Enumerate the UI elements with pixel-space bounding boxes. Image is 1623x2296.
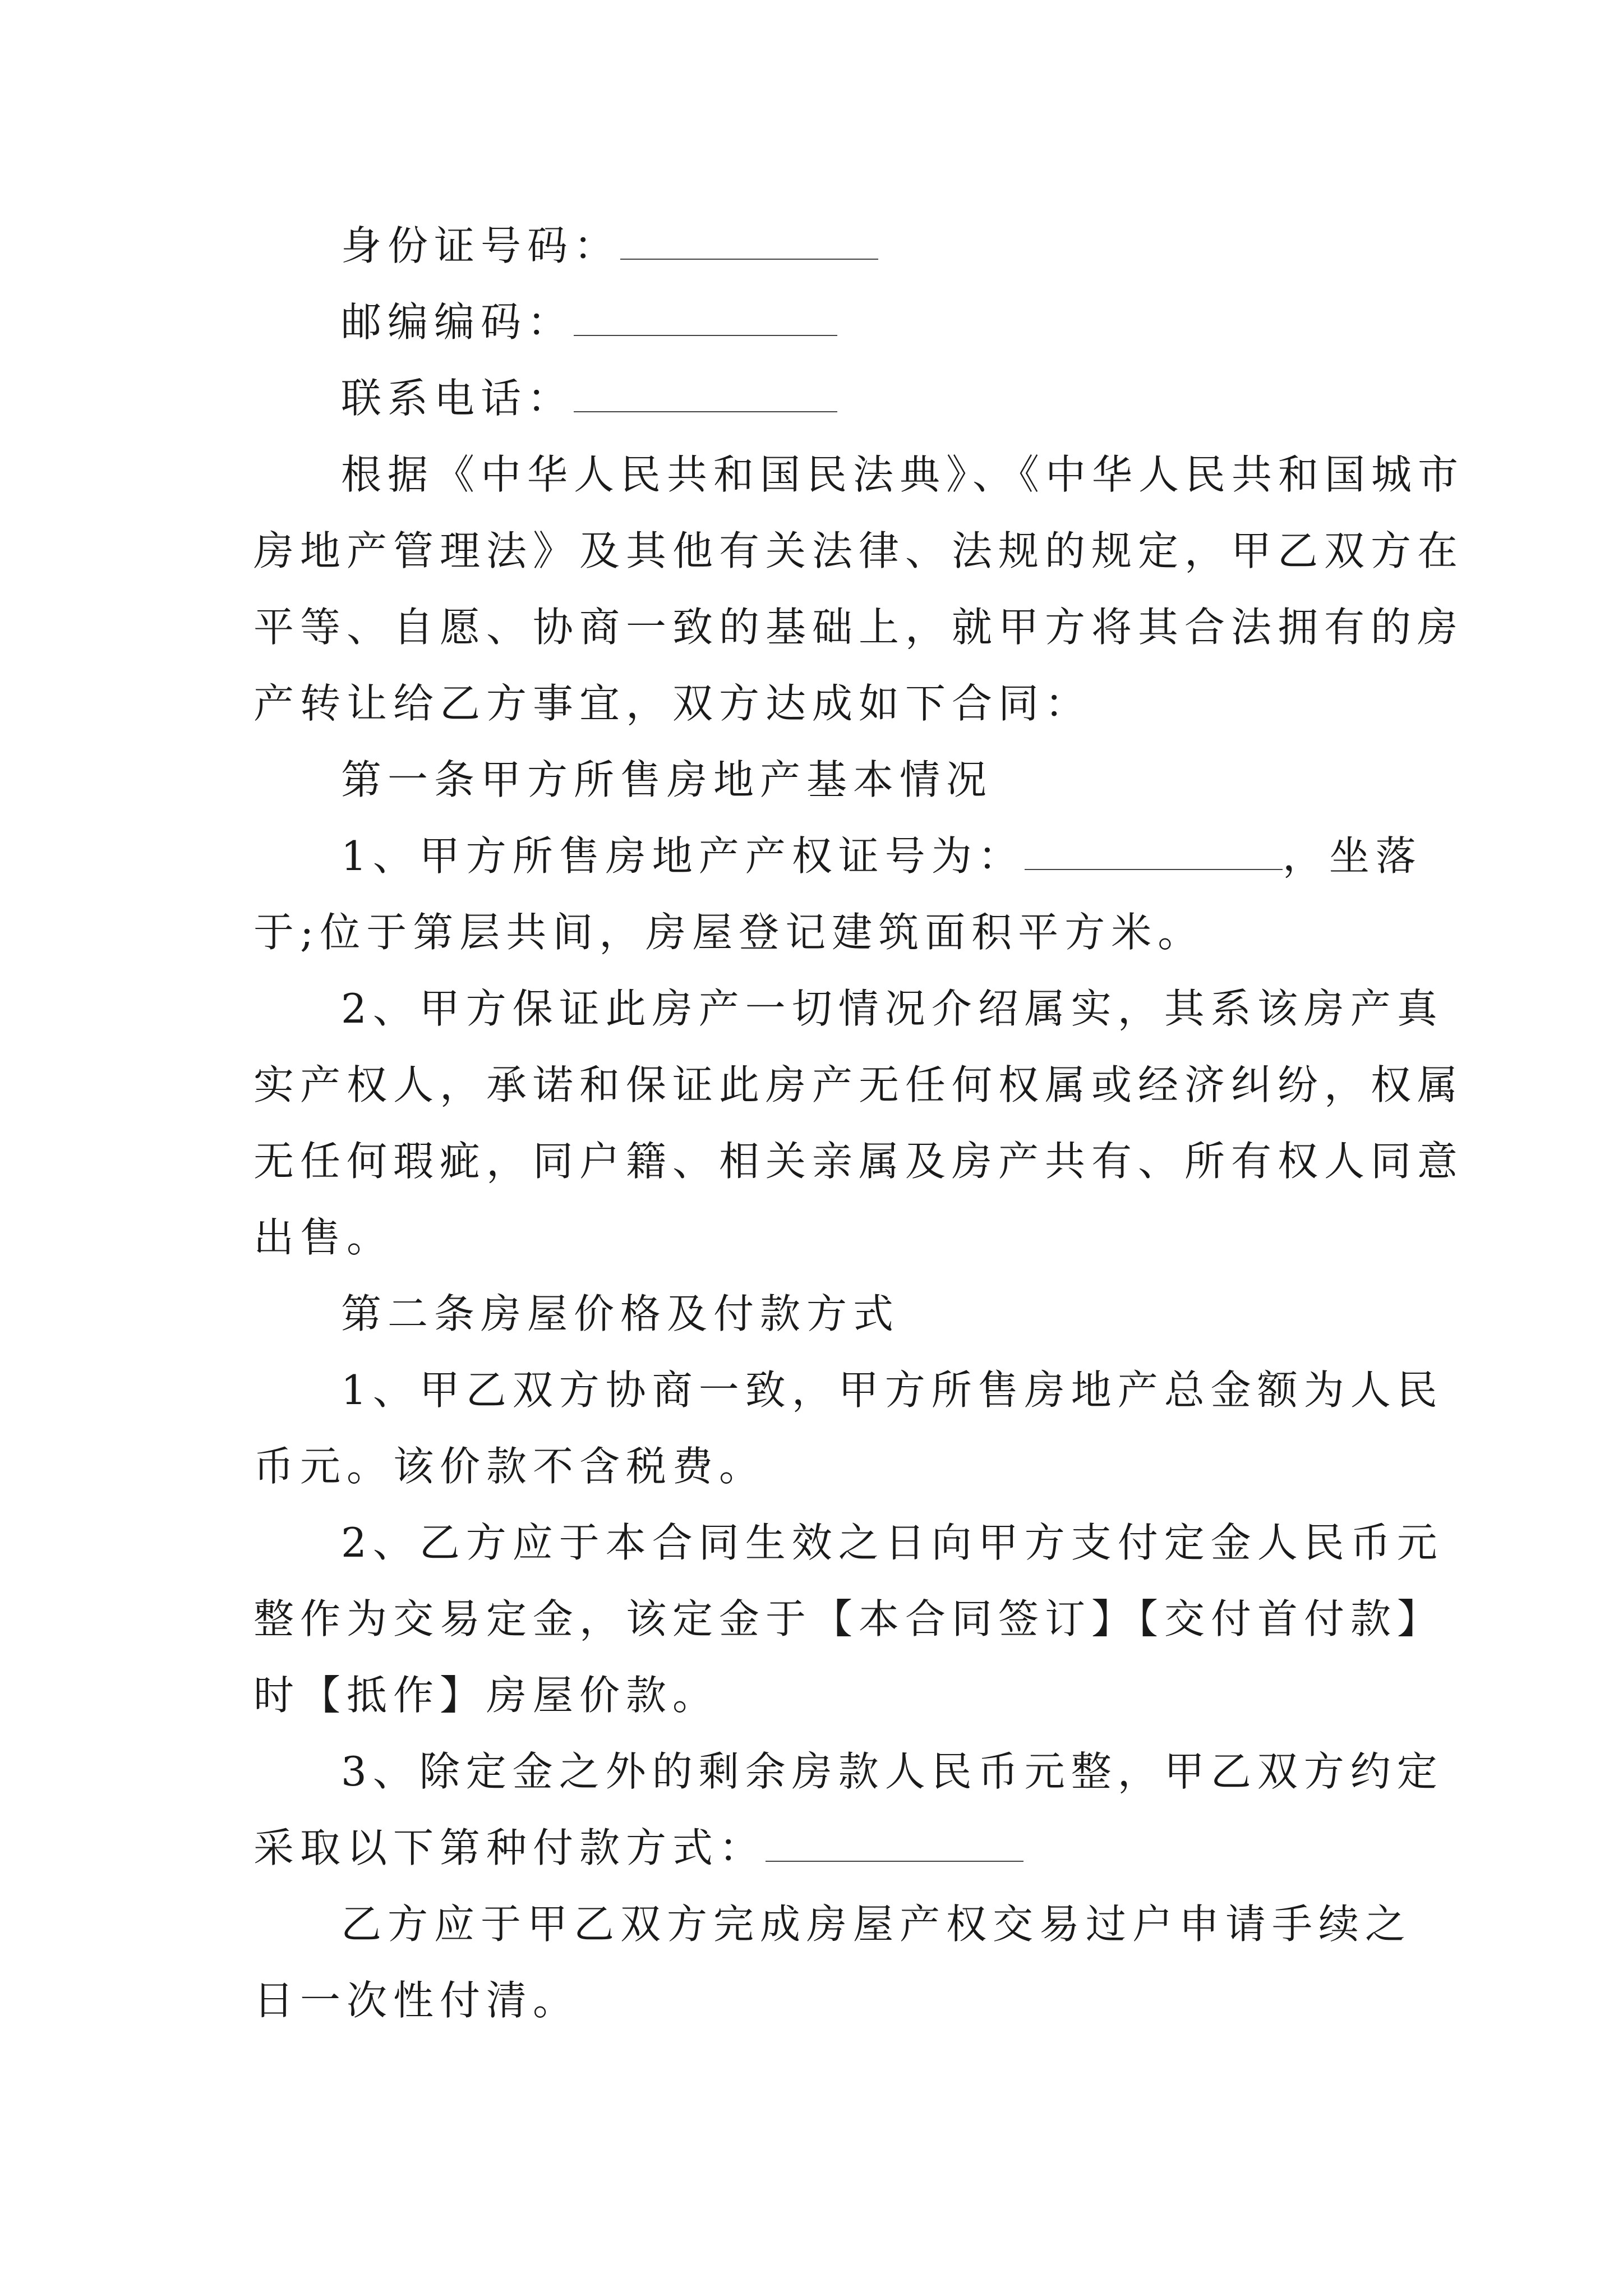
- article-2-item-3-line-1: 3、除定金之外的剩余房款人民币元整，甲乙双方约定: [341, 1748, 1444, 1795]
- phone-line: [253, 360, 1375, 436]
- article-2-item-2-line-2: 整作为交易定金，该定金于【本合同签订】【交付首付款】: [253, 1595, 1444, 1642]
- intro-line-2: 房地产管理法》及其他有关法律、法规的规定，甲乙双方在: [253, 527, 1464, 574]
- property-cert-blank[interactable]: [1025, 830, 1283, 870]
- article-1-item-1-line-2: 于;位于第层共间，房屋登记建筑面积平方米。: [253, 909, 1205, 956]
- article-1-item-1-text: 1、甲方所售房地产产权证号为：: [341, 832, 1025, 880]
- postcode-blank[interactable]: [574, 296, 837, 336]
- article-2-item-3-line-2: [253, 1810, 1375, 1886]
- article-2-item-2-line-3: 时【抵作】房屋价款。: [253, 1672, 720, 1719]
- article-1-item-1: [253, 818, 1422, 894]
- article-1-item-2-line-1: 2、甲方保证此房产一切情况介绍属实，其系该房产真: [341, 985, 1444, 1032]
- intro-line-4: 产转让给乙方事宜，双方达成如下合同：: [253, 680, 1092, 727]
- article-2-title: 第二条房屋价格及付款方式: [341, 1290, 900, 1337]
- article-1-title: 第一条甲方所售房地产基本情况: [341, 756, 993, 803]
- phone-label: 联系电话：: [341, 375, 574, 422]
- postcode-label: 邮编编码：: [341, 298, 574, 346]
- contract-page: [253, 208, 1465, 2039]
- phone-blank[interactable]: [574, 372, 837, 412]
- article-2-item-4-line-1: 乙方应于甲乙双方完成房屋产权交易过户申请手续之: [341, 1901, 1412, 1948]
- payment-method-label: 采取以下第种付款方式：: [253, 1824, 766, 1871]
- intro-line-1: 根据《中华人民共和国民法典》、《中华人民共和国城市: [341, 451, 1465, 498]
- article-2-item-1-line-2: 币元。该价款不含税费。: [253, 1443, 766, 1490]
- article-2-item-1-line-1: 1、甲乙双方协商一致，甲方所售房地产总金额为人民: [341, 1366, 1444, 1414]
- id-number-line: [253, 208, 1375, 284]
- article-1-item-2-line-3: 无任何瑕疵，同户籍、相关亲属及房产共有、所有权人同意: [253, 1138, 1464, 1185]
- article-2-item-2-line-1: 2、乙方应于本合同生效之日向甲方支付定金人民币元: [341, 1519, 1444, 1566]
- article-1-item-2-line-4: 出售。: [253, 1214, 394, 1261]
- intro-line-3: 平等、自愿、协商一致的基础上，就甲方将其合法拥有的房: [253, 604, 1464, 651]
- postcode-line: [253, 284, 1375, 360]
- payment-method-blank[interactable]: [766, 1821, 1023, 1862]
- article-1-item-2-line-2: 实产权人，承诺和保证此房产无任何权属或经济纠纷，权属: [253, 1061, 1464, 1108]
- article-2-item-4-line-2: 日一次性付清。: [253, 1977, 580, 2024]
- article-1-item-1-suffix: ，坐落: [1282, 832, 1422, 880]
- id-number-label: 身份证号码：: [341, 222, 621, 269]
- id-number-blank[interactable]: [620, 219, 878, 260]
